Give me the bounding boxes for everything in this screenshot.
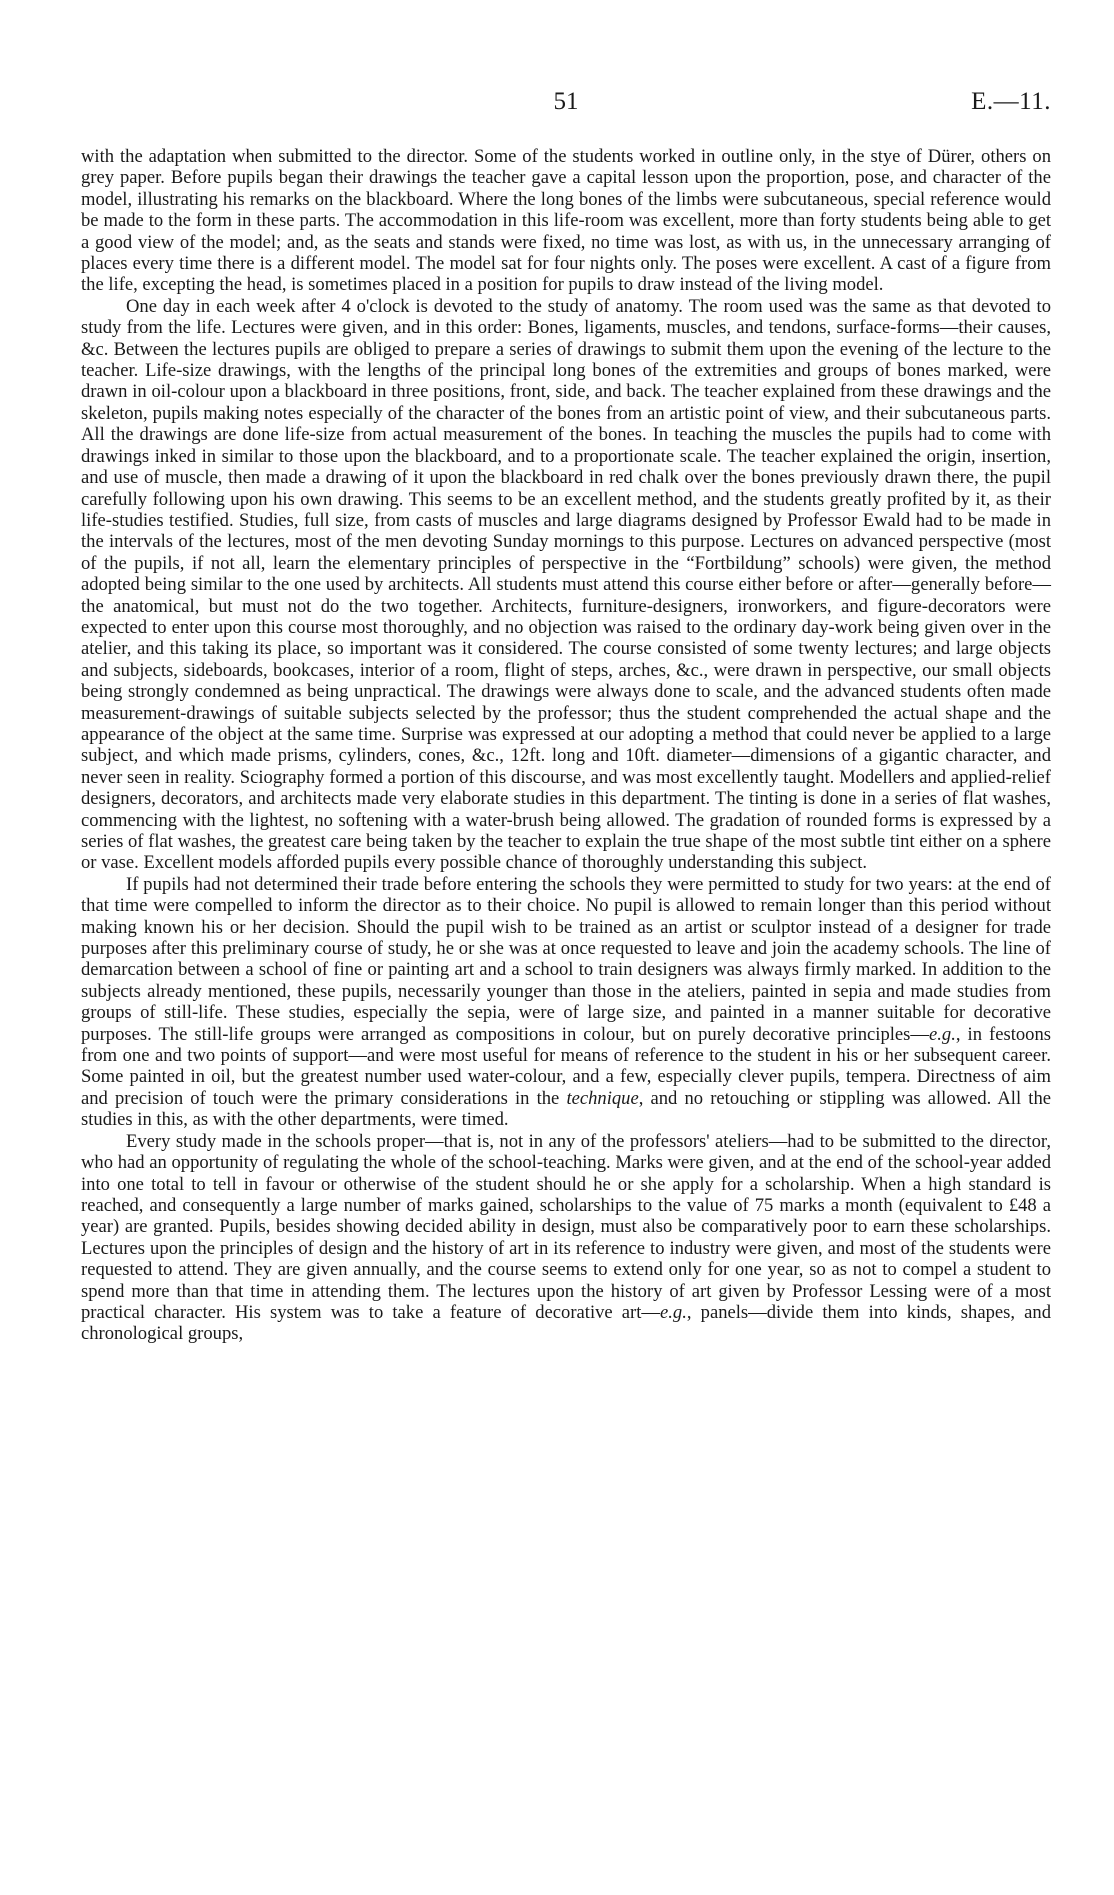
italic-eg: e.g. [660, 1301, 687, 1323]
paragraph-marks [81, 1131, 1051, 1345]
paragraph-marks-part-1: Every study made in the schools proper—that is, not in any of the professors' ateliers—had to be submitted to the director, who had an opportunity of regulating the whole of the school-teaching. Marks were given, and at the end of the school-year added into one total to tell in favour or otherwise of the student should he or she apply for a scholarship. When a high standard is reached, and consequently a large number of marks gained, scholarships to the value of 75 marks a month (equivalent to £48 a year) are granted. Pupils, besides showing decided ability in design, must also be comparatively poor to earn these scholarships. Lectures upon the principles of design and the history of art in its reference to industry were given, and most of the students were requested to attend. They are given annually, and the course seems to extend only for one year, so as not to compel a student to spend more than that time in attending them. The lectures upon the history of art given by Professor Lessing were of a most practical character. His system was to take a feature of decorative art— [81, 1130, 1051, 1323]
italic-eg: e.g. [929, 1023, 956, 1045]
paragraph-trade-part-3: , and no retouching or stippling was allowed. All the studies in this, as with the other departments, were timed. [81, 1087, 1051, 1131]
paragraph-marks-part-2: , panels—divide them into kinds, shapes, and chronological groups, [81, 1301, 1051, 1345]
paragraph-trade-part-1: If pupils had not determined their trade before entering the schools they were permitted to study for two years: at the end of that time were compelled to inform the director as to their choice. No pupil is allowed to remain longer than this period without making known his or her decision. Should the pupil wish to be trained as an artist or sculptor instead of a designer for trade purposes after this preliminary course of study, he or she was at once requested to leave and join the academy schools. The line of demarcation between a school of fine or painting art and a school to train designers was always firmly marked. In addition to the subjects already mentioned, these pupils, necessarily younger than those in the ateliers, painted in sepia and made studies from groups of still-life. These studies, especially the sepia, were of large size, and painted in a manner suitable for decorative purposes. The still-life groups were arranged as compositions in colour, but on purely decorative principles— [81, 873, 1051, 1045]
paragraph-trade-part-2: , in festoons from one and two points of support—and were most useful for means of reference to the student in his or her subsequent career. Some painted in oil, but the greatest number used water-colour, and a few, especially clever pupils, tempera. Directness of aim and precision of touch were the primary considerations in the [81, 1023, 1052, 1109]
italic-technique: technique [566, 1087, 639, 1109]
paragraph-anatomy: One day in each week after 4 o'clock is devoted to the study of anatomy. The room used was the same as that devoted to study from the life. Lectures were given, and in this order: Bones, ligaments, muscles, and tendons, surface-forms—their causes, &c. Between the lectures pupils are obliged to prepare a series of drawings to submit them upon the evening of the lecture to the teacher. Life-size drawings, with the lengths of the principal long bones of the extremities and groups of bones marked, were drawn in oil-colour upon a blackboard in three positions, front, side, and back. The teacher explained from these drawings and the skeleton, pupils making notes especially of the character of the bones from an artistic point of view, and their subcutaneous parts. All the drawings are done life-size from actual measurement of the bones. In teaching the muscles the pupils had to come with drawings inked in similar to those upon the blackboard, and to a proportionate scale. The teacher explained the origin, insertion, and use of muscle, then made a drawing of it upon the blackboard in red chalk over the bones previously drawn there, the pupil carefully following upon his own drawing. This seems to be an excellent method, and the students greatly profited by it, as their life-studies testified. Studies, full size, from casts of muscles and large diagrams designed by Professor Ewald had to be made in the intervals of the lectures, most of the men devoting Sunday mornings to this purpose. Lectures on advanced perspective (most of the pupils, if not all, learn the elementary principles of perspective in the “Fortbildung” schools) were given, the method adopted being similar to the one used by architects. All students must attend this course either before or after—generally before—the anatomical, but must not do the two together. Architects, furniture-designers, ironworkers, and figure-decorators were expected to enter upon this course most thoroughly, and no objection was raised to the ordinary day-work being given over in the atelier, and this taking its place, so important was it considered. The course consisted of some twenty lectures; and large objects and subjects, sideboards, bookcases, interior of a room, flight of steps, arches, &c., were drawn in perspective, our small objects being strongly condemned as being unpractical. The drawings were always done to scale, and the advanced students often made measurement-drawings of suitable subjects selected by the professor; thus the student comprehended the actual shape and the appearance of the object at the same time. Surprise was expressed at our adopting a method that could never be applied to a large subject, and which made prisms, cylinders, cones, &c., 12ft. long and 10ft. diameter—dimensions of a gigantic character, and never seen in reality. Sciography formed a portion of this discourse, and was most excellently taught. Modellers and applied-relief designers, decorators, and architects made very elaborate studies in this department. The tinting is done in a series of flat washes, commencing with the lightest, no softening with a water-brush being allowed. The gradation of rounded forms is expressed by a series of flat washes, the greatest care being taken by the teacher to explain the true shape of the most subtle tint either on a sphere or vase. Excellent models afforded pupils every possible chance of thoroughly understanding this subject. [81, 295, 1051, 874]
document-reference: E.—11. [971, 88, 1051, 115]
document-page [81, 88, 1051, 1345]
paragraph-continued: with the adaptation when submitted to the director. Some of the students worked in outline only, in the stye of Dürer, others on grey paper. Before pupils began their drawings the teacher gave a capital lesson upon the proportion, pose, and character of the model, illustrating his remarks on the blackboard. Where the long bones of the limbs were subcutaneous, special reference would be made to the form in these parts. The accommodation in this life-room was excellent, more than forty students being able to get a good view of the model; and, as the seats and stands were fixed, no time was lost, as with us, in the unnecessary arranging of places every time there is a different model. The model sat for four nights only. The poses were excellent. A cast of a figure from the life, excepting the head, is sometimes placed in a position for pupils to draw instead of the living model. [81, 146, 1051, 296]
body-text [81, 146, 1051, 1345]
page-number: 51 [553, 88, 579, 115]
page-header [81, 88, 1051, 132]
paragraph-trade [81, 874, 1051, 1131]
